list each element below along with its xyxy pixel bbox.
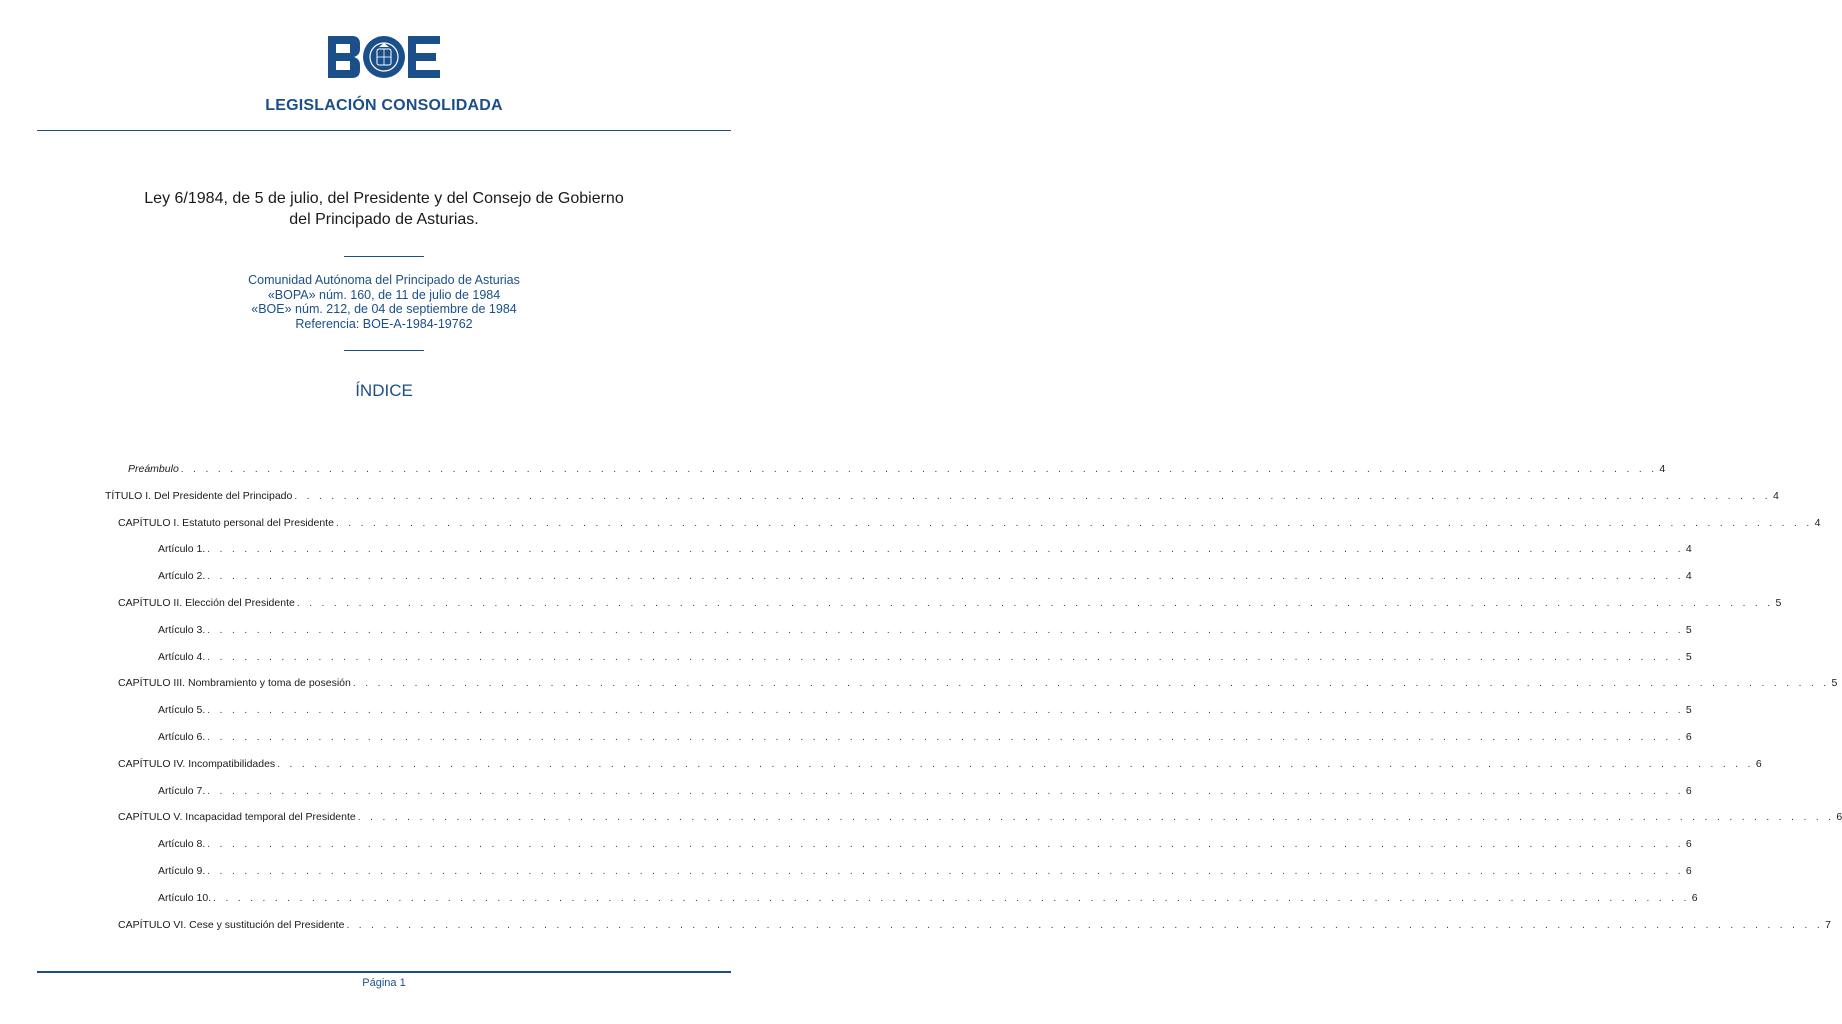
toc-entry[interactable] [158, 890, 1698, 904]
law-title [120, 188, 648, 230]
toc-entry[interactable] [118, 595, 1782, 609]
toc-entry-page: 5 [1685, 704, 1692, 717]
toc-dot-leader: . . . . . . . . . . . . . . . . . . . . . . . . . . . . . . . . . . . . . . . . . . . . . . . . . . . . . . . . . . . . . . . . . . . . . . . . . . . . . . . . . . . . . . . . . . . . . . . . . . . . . . . . . . . . . . . . . . . . . . . . [207, 544, 1684, 556]
toc-entry-page: 4 [1685, 570, 1692, 583]
publication-info [0, 273, 768, 331]
toc-entry-label: Artículo 8. [158, 838, 206, 851]
toc-entry-page: 6 [1685, 731, 1692, 743]
toc-entry[interactable] [118, 917, 1831, 931]
toc-entry-label: Preámbulo [128, 463, 179, 475]
toc-entry-label: CAPÍTULO II. Elección del Presidente [118, 597, 295, 609]
toc-dot-leader: . . . . . . . . . . . . . . . . . . . . . . . . . . . . . . . . . . . . . . . . . . . . . . . . . . . . . . . . . . . . . . . . . . . . . . . . . . . . . . . . . . . . . . . . . . . . . . . . . . . . . . . . . . . . . . . . . . . . . . . . [335, 517, 1813, 529]
toc-dot-leader: . . . . . . . . . . . . . . . . . . . . . . . . . . . . . . . . . . . . . . . . . . . . . . . . . . . . . . . . . . . . . . . . . . . . . . . . . . . . . . . . . . . . . . . . . . . . . . . . . . . . . . . . . . . . . . . . . . . . . . . . [294, 490, 1771, 502]
toc-dot-leader: . . . . . . . . . . . . . . . . . . . . . . . . . . . . . . . . . . . . . . . . . . . . . . . . . . . . . . . . . . . . . . . . . . . . . . . . . . . . . . . . . . . . . . . . . . . . . . . . . . . . . . . . . . . . . . . . . . . . . . . . [180, 464, 1658, 475]
toc-dot-leader: . . . . . . . . . . . . . . . . . . . . . . . . . . . . . . . . . . . . . . . . . . . . . . . . . . . . . . . . . . . . . . . . . . . . . . . . . . . . . . . . . . . . . . . . . . . . . . . . . . . . . . . . . . . . . . . . . . . . . . . . [207, 571, 1684, 583]
toc-entry[interactable] [118, 756, 1762, 770]
toc-dot-leader: . . . . . . . . . . . . . . . . . . . . . . . . . . . . . . . . . . . . . . . . . . . . . . . . . . . . . . . . . . . . . . . . . . . . . . . . . . . . . . . . . . . . . . . . . . . . . . . . . . . . . . . . . . . . . . . . . . . . . . . . [296, 598, 1774, 609]
toc-entry-page: 5 [1831, 677, 1838, 690]
toc-dot-leader: . . . . . . . . . . . . . . . . . . . . . . . . . . . . . . . . . . . . . . . . . . . . . . . . . . . . . . . . . . . . . . . . . . . . . . . . . . . . . . . . . . . . . . . . . . . . . . . . . . . . . . . . . . . . . . . . . . . . . . . . [207, 651, 1684, 663]
toc-entry[interactable] [158, 836, 1692, 851]
publication-line: «BOPA» núm. 160, de 11 de julio de 1984 [267, 287, 501, 302]
toc-entry[interactable] [118, 515, 1821, 529]
toc-entry-label: Artículo 6. [158, 731, 206, 743]
toc-entry-page: 4 [1659, 463, 1666, 475]
header-divider [37, 130, 731, 131]
toc-entry[interactable] [158, 783, 1692, 797]
toc-entry-page: 6 [1755, 757, 1762, 770]
toc-entry[interactable] [158, 568, 1692, 583]
toc-entry-label: CAPÍTULO I. Estatuto personal del Presidente [118, 516, 334, 529]
toc-entry-page: 6 [1691, 891, 1698, 904]
toc-entry-page: 4 [1814, 516, 1821, 529]
toc-dot-leader: . . . . . . . . . . . . . . . . . . . . . . . . . . . . . . . . . . . . . . . . . . . . . . . . . . . . . . . . . . . . . . . . . . . . . . . . . . . . . . . . . . . . . . . . . . . . . . . . . . . . . . . . . . . . . . . . . . . . . . . . [357, 812, 1835, 824]
toc-entry-page: 5 [1685, 623, 1692, 636]
toc-entry[interactable] [118, 809, 1842, 824]
toc-entry-page: 6 [1685, 784, 1692, 797]
toc-entry[interactable] [118, 675, 1838, 690]
toc-dot-leader: . . . . . . . . . . . . . . . . . . . . . . . . . . . . . . . . . . . . . . . . . . . . . . . . . . . . . . . . . . . . . . . . . . . . . . . . . . . . . . . . . . . . . . . . . . . . . . . . . . . . . . . . . . . . . . . . . . . . . . . . [277, 758, 1754, 770]
toc-entry-label: Artículo 9. [158, 865, 206, 877]
publication-line: «BOE» núm. 212, de 04 de septiembre de 1984 [251, 302, 517, 316]
toc-dot-leader: . . . . . . . . . . . . . . . . . . . . . . . . . . . . . . . . . . . . . . . . . . . . . . . . . . . . . . . . . . . . . . . . . . . . . . . . . . . . . . . . . . . . . . . . . . . . . . . . . . . . . . . . . . . . . . . . . . . . . . . . [346, 919, 1824, 931]
toc-entry-label: Artículo 10. [158, 891, 212, 904]
toc-entry[interactable] [158, 729, 1692, 743]
toc-entry-label: TÍTULO I. Del Presidente del Principado [105, 489, 293, 502]
header-title: LEGISLACIÓN CONSOLIDADA [265, 97, 503, 114]
toc-dot-leader: . . . . . . . . . . . . . . . . . . . . . . . . . . . . . . . . . . . . . . . . . . . . . . . . . . . . . . . . . . . . . . . . . . . . . . . . . . . . . . . . . . . . . . . . . . . . . . . . . . . . . . . . . . . . . . . . . . . . . . . . [213, 892, 1690, 904]
toc-dot-leader: . . . . . . . . . . . . . . . . . . . . . . . . . . . . . . . . . . . . . . . . . . . . . . . . . . . . . . . . . . . . . . . . . . . . . . . . . . . . . . . . . . . . . . . . . . . . . . . . . . . . . . . . . . . . . . . . . . . . . . . . [207, 839, 1684, 851]
short-divider-top [344, 256, 424, 257]
toc-dot-leader: . . . . . . . . . . . . . . . . . . . . . . . . . . . . . . . . . . . . . . . . . . . . . . . . . . . . . . . . . . . . . . . . . . . . . . . . . . . . . . . . . . . . . . . . . . . . . . . . . . . . . . . . . . . . . . . . . . . . . . . . [207, 705, 1684, 717]
toc-entry-page: 6 [1685, 838, 1692, 851]
toc-entry-label: Artículo 1. [158, 543, 206, 556]
law-title-line-1: Ley 6/1984, de 5 de julio, del Presidente y del Consejo de Gobierno [144, 190, 624, 207]
boe-logo [328, 36, 440, 78]
law-title-line-2: del Principado de Asturias. [289, 211, 479, 228]
toc-entry[interactable] [158, 622, 1692, 636]
toc-entry[interactable] [158, 863, 1692, 877]
toc-entry-label: CAPÍTULO III. Nombramiento y toma de posesión [118, 677, 351, 690]
toc-entry-page: 6 [1685, 865, 1692, 877]
toc-entry-label: CAPÍTULO V. Incapacidad temporal del Presidente [118, 811, 356, 824]
toc-entry[interactable] [105, 488, 1779, 502]
toc-entry-label: CAPÍTULO IV. Incompatibilidades [118, 757, 276, 770]
toc-entry-label: Artículo 7. [158, 784, 206, 797]
toc-entry-page: 6 [1836, 811, 1842, 824]
publication-line: Comunidad Autónoma del Principado de Asturias [248, 273, 520, 287]
toc-entry[interactable] [128, 461, 1666, 475]
footer-page-number: Página 1 [362, 977, 406, 989]
footer-divider [37, 971, 731, 973]
toc-entry-page: 4 [1685, 543, 1692, 556]
toc-dot-leader: . . . . . . . . . . . . . . . . . . . . . . . . . . . . . . . . . . . . . . . . . . . . . . . . . . . . . . . . . . . . . . . . . . . . . . . . . . . . . . . . . . . . . . . . . . . . . . . . . . . . . . . . . . . . . . . . . . . . . . . . [207, 624, 1684, 636]
toc-entry-page: 5 [1685, 650, 1692, 663]
toc-entry-label: Artículo 3. [158, 623, 206, 636]
toc-entry-page: 7 [1825, 918, 1831, 931]
toc-entry[interactable] [158, 541, 1692, 556]
toc-entry-label: Artículo 5. [158, 704, 206, 717]
toc-dot-leader: . . . . . . . . . . . . . . . . . . . . . . . . . . . . . . . . . . . . . . . . . . . . . . . . . . . . . . . . . . . . . . . . . . . . . . . . . . . . . . . . . . . . . . . . . . . . . . . . . . . . . . . . . . . . . . . . . . . . . . . . [207, 785, 1684, 797]
toc-entry-label: Artículo 2. [158, 570, 206, 583]
short-divider-bottom [344, 350, 424, 351]
toc-dot-leader: . . . . . . . . . . . . . . . . . . . . . . . . . . . . . . . . . . . . . . . . . . . . . . . . . . . . . . . . . . . . . . . . . . . . . . . . . . . . . . . . . . . . . . . . . . . . . . . . . . . . . . . . . . . . . . . . . . . . . . . . [207, 866, 1684, 877]
toc-entry[interactable] [158, 702, 1692, 717]
toc-entry-page: 4 [1772, 489, 1779, 502]
toc-entry-label: CAPÍTULO VI. Cese y sustitución del Presidente [118, 918, 345, 931]
toc-entry-label: Artículo 4. [158, 650, 206, 663]
toc-entry-page: 5 [1775, 597, 1782, 609]
index-title: ÍNDICE [355, 381, 413, 400]
toc-dot-leader: . . . . . . . . . . . . . . . . . . . . . . . . . . . . . . . . . . . . . . . . . . . . . . . . . . . . . . . . . . . . . . . . . . . . . . . . . . . . . . . . . . . . . . . . . . . . . . . . . . . . . . . . . . . . . . . . . . . . . . . . [352, 678, 1830, 690]
toc-entry[interactable] [158, 649, 1692, 663]
publication-line: Referencia: BOE-A-1984-19762 [295, 316, 473, 331]
toc-dot-leader: . . . . . . . . . . . . . . . . . . . . . . . . . . . . . . . . . . . . . . . . . . . . . . . . . . . . . . . . . . . . . . . . . . . . . . . . . . . . . . . . . . . . . . . . . . . . . . . . . . . . . . . . . . . . . . . . . . . . . . . . [207, 732, 1684, 743]
